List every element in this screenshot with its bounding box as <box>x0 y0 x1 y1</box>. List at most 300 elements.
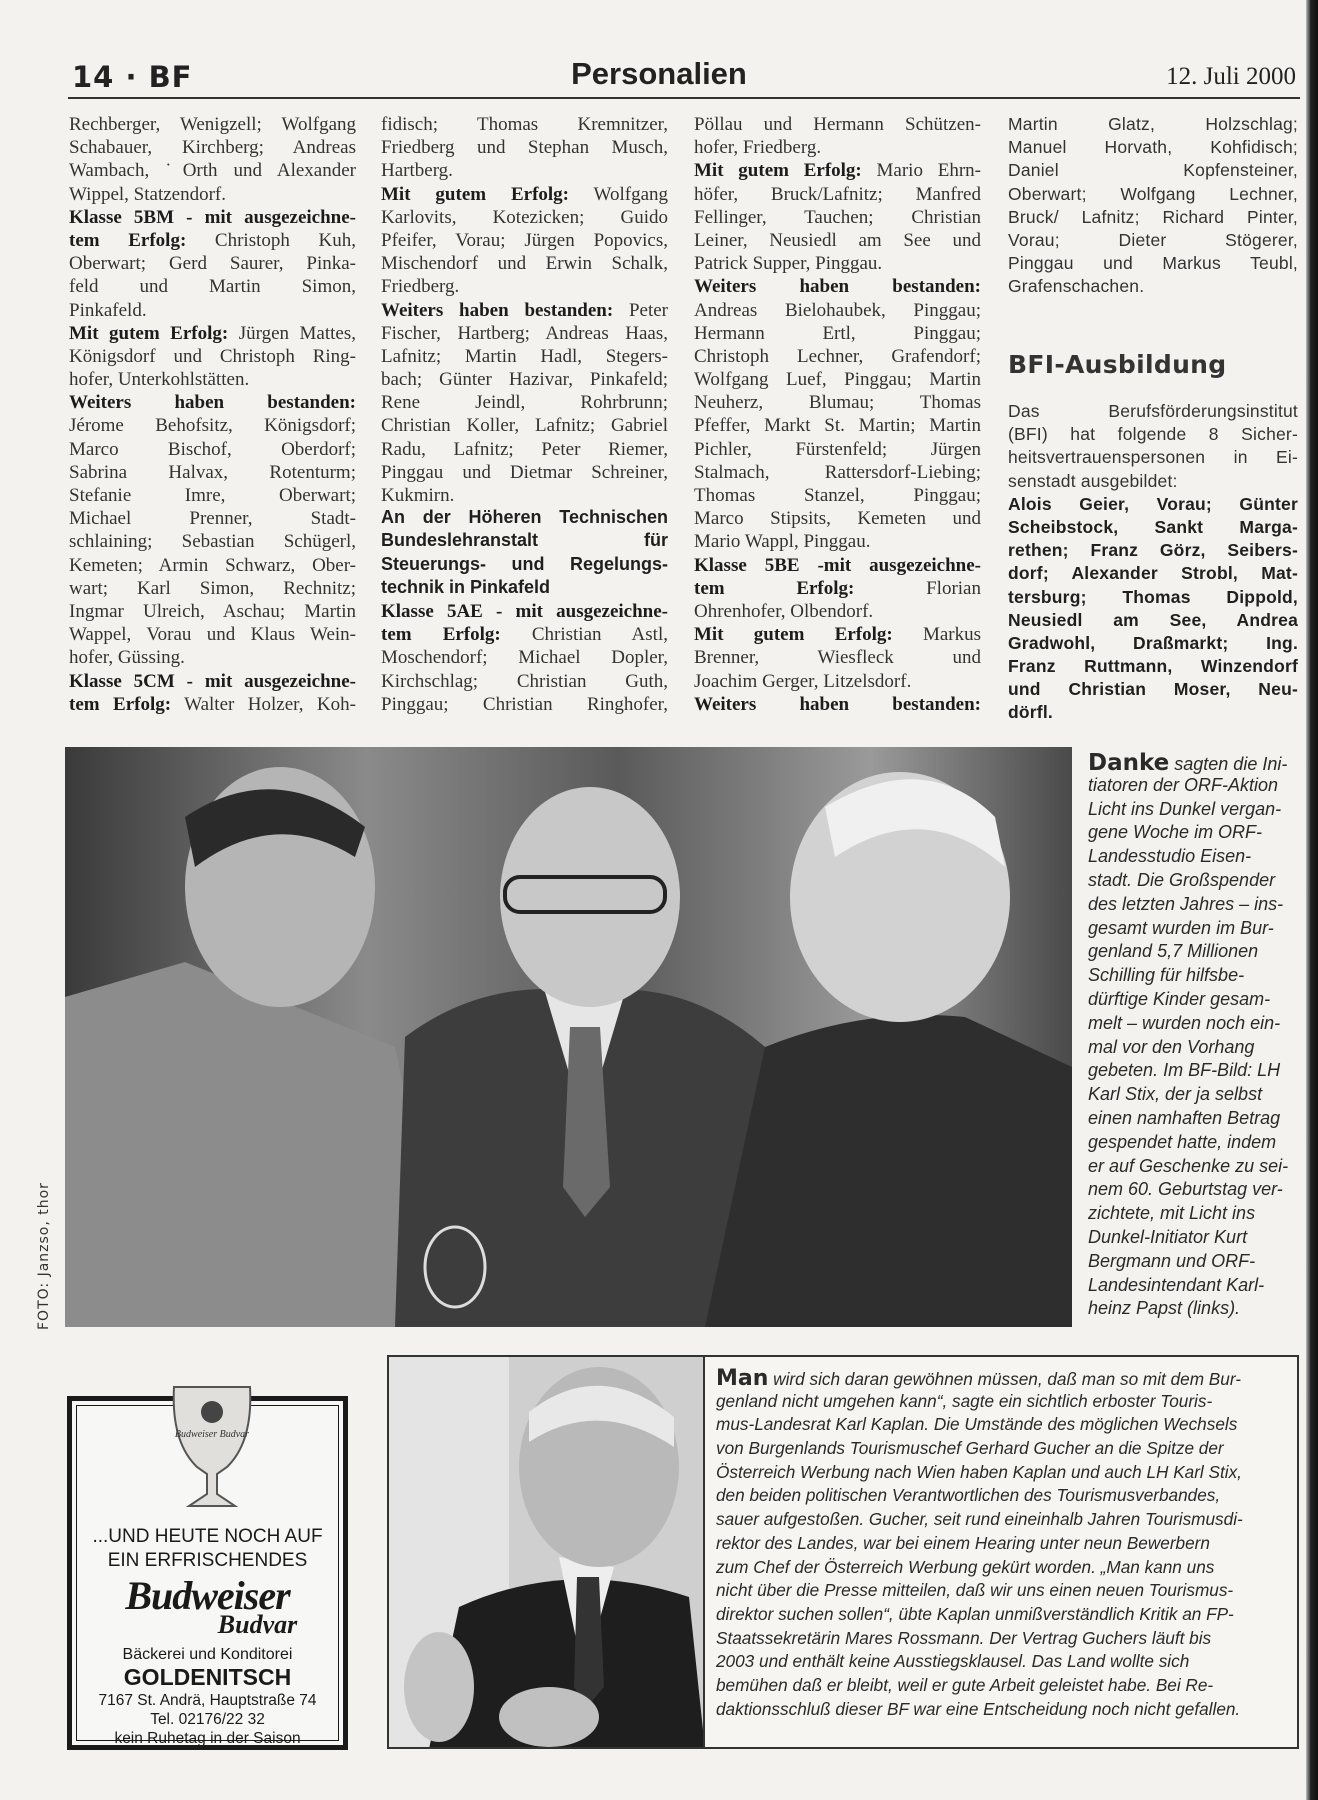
body-text: Pinggau und Dietmar Schreiner, <box>381 461 668 483</box>
page-binding-edge <box>1306 0 1318 1800</box>
text-line <box>69 693 356 716</box>
text-line <box>69 299 356 322</box>
text-line <box>1088 1274 1300 1298</box>
body-text: Kemeten; Armin Schwarz, Ober- <box>69 554 356 576</box>
ad-business-name: GOLDENITSCH <box>123 1664 292 1690</box>
body-text: heinz Papst (links). <box>1088 1298 1241 1319</box>
body-text: Karlovits, Kotezicken; Guido <box>381 206 668 228</box>
body-text: Grafenschachen. <box>1008 276 1145 297</box>
body-text: Friedberg und Stephan Musch, <box>381 137 668 159</box>
body-text: gespendet hatte, indem <box>1088 1131 1277 1152</box>
text-line <box>69 368 356 391</box>
bold-lead-text: rethen; Franz Görz, Seibers- <box>1008 540 1298 561</box>
text-line <box>381 530 668 553</box>
body-text: Österreich Werbung nach Wien haben Kaplan und auch LH Karl Stix, <box>716 1461 1242 1482</box>
body-text: Landesintendant Karl- <box>1088 1274 1265 1295</box>
body-text: Bruck/ Lafnitz; Richard Pinter, <box>1008 206 1298 227</box>
text-line <box>1088 845 1300 869</box>
text-line <box>716 1603 1296 1627</box>
body-text: Königsdorf und Christoph Ring- <box>69 345 356 367</box>
text-line <box>694 461 981 484</box>
text-line <box>69 484 356 507</box>
body-text: Pfeifer, Vorau; Jürgen Popovics, <box>381 229 668 251</box>
body-text: Bergmann und ORF- <box>1088 1250 1256 1271</box>
text-line <box>716 1484 1296 1508</box>
body-text: Florian <box>854 577 981 599</box>
text-line <box>1008 632 1298 655</box>
bold-lead-text: tersburg; Thomas Dippold, <box>1008 586 1298 607</box>
text-line <box>69 554 356 577</box>
body-text: daktionsschluß dieser BF war eine Entscheidung noch nicht gefallen. <box>716 1698 1241 1719</box>
text-line <box>69 600 356 623</box>
body-text: Peter <box>613 299 668 321</box>
body-text: Pinggau und Markus Teubl, <box>1008 253 1298 274</box>
text-line <box>716 1366 1296 1390</box>
text-line <box>69 414 356 437</box>
body-text: rektor des Landes, war bei einem Hearing unter neun Bewerbern <box>716 1532 1210 1553</box>
body-text: 2003 und enthält keine Ausstiegsklausel. Das Land wollte sich <box>716 1651 1190 1672</box>
text-line <box>716 1698 1296 1722</box>
body-text: einen namhaften Betrag <box>1088 1107 1281 1128</box>
text-line <box>69 507 356 530</box>
body-text: Rene Jeindl, Rohrbrunn; <box>381 392 668 414</box>
text-line <box>716 1413 1296 1437</box>
body-text: Oberwart; Gerd Saurer, Pinka- <box>69 253 356 275</box>
text-line <box>1088 1107 1300 1131</box>
text-line <box>69 438 356 461</box>
text-line <box>694 646 981 669</box>
body-text: Martin Glatz, Holzschlag; <box>1008 114 1298 134</box>
text-line <box>716 1579 1296 1603</box>
bold-lead-text: tem Erfolg: <box>69 693 172 715</box>
body-text: genland nicht umgehen kann“, sagte ein sichtlich erboster Touris- <box>716 1390 1213 1411</box>
body-text: Manuel Horvath, Kohfidisch; <box>1008 137 1298 158</box>
subheading-text: Bundeslehranstalt für <box>381 530 668 551</box>
body-text: Rechberger, Wenigzell; Wolfgang <box>69 114 356 135</box>
text-line <box>1088 774 1300 798</box>
bfi-heading: BFI-Ausbildung <box>1008 350 1227 379</box>
text-line <box>381 159 668 182</box>
bold-lead-text: Mit gutem Erfolg: <box>381 183 570 205</box>
text-line <box>1088 1202 1300 1226</box>
text-line <box>1008 252 1298 275</box>
text-line <box>69 391 356 414</box>
body-text: Wolfgang <box>569 183 669 205</box>
body-text: Karl Stix, der ja selbst <box>1088 1084 1263 1105</box>
text-line <box>69 159 356 182</box>
text-line <box>69 322 356 345</box>
body-text: melt – wurden noch ein- <box>1088 1012 1281 1033</box>
text-line <box>381 577 668 600</box>
body-text: Wippel, Statzendorf. <box>69 183 226 205</box>
body-text: Christoph Lechner, Grafendorf; <box>694 345 981 367</box>
text-line <box>1088 1178 1300 1202</box>
body-text: Dunkel-Initiator Kurt <box>1088 1226 1248 1247</box>
bold-lead-text: dörfl. <box>1008 702 1053 723</box>
text-line <box>69 113 356 136</box>
text-line <box>694 136 981 159</box>
body-text: Moschendorf; Michael Dopler, <box>381 647 668 669</box>
text-line <box>694 414 981 437</box>
body-text: Schabauer, Kirchberg; Andreas <box>69 137 356 159</box>
text-line <box>381 507 668 530</box>
body-text: senstadt ausgebildet: <box>1008 470 1178 491</box>
bold-lead-text: tem Erfolg: <box>694 577 855 599</box>
text-line <box>381 113 668 136</box>
photo-image <box>65 747 1072 1327</box>
text-line <box>1008 609 1298 632</box>
text-line <box>1088 1297 1300 1321</box>
text-line <box>1088 1036 1300 1060</box>
bold-lead-text: Neusiedl am See, Andrea <box>1008 609 1298 630</box>
body-text: Wambach, ˙Orth und Alexander <box>69 160 356 182</box>
body-text: Christoph Kuh, <box>186 229 356 251</box>
text-line <box>716 1627 1296 1651</box>
text-line <box>1008 136 1298 159</box>
text-line <box>1088 964 1300 988</box>
bold-lead-text: Mit gutem Erfolg: <box>69 322 229 344</box>
body-text: Patrick Supper, Pinggau. <box>694 253 883 275</box>
text-line <box>1008 470 1298 493</box>
text-line <box>1088 750 1300 774</box>
photo-caption-danke <box>1088 750 1300 1321</box>
text-line <box>1008 159 1298 182</box>
body-text: heitsvertrauenspersonen in Ei- <box>1008 447 1298 468</box>
body-text: Kukmirn. <box>381 485 455 506</box>
body-text: Landesstudio Eisen- <box>1088 846 1252 867</box>
ad-note: kein Ruhetag in der Saison <box>114 1730 301 1747</box>
text-line <box>694 206 981 229</box>
bold-lead-text: Weiters haben bestanden: <box>694 693 981 715</box>
bold-lead-text: Klasse 5CM - mit ausgezeichne- <box>69 670 356 692</box>
bold-lead-text: Weiters haben bestanden: <box>381 299 614 321</box>
body-text: Fellinger, Tauchen; Christian <box>694 206 981 228</box>
body-text: schlaining; Sebastian Schügerl, <box>69 531 356 553</box>
text-line <box>694 368 981 391</box>
bold-lead-text: Scheibstock, Sankt Marga- <box>1008 516 1298 537</box>
body-text: gene Woche im ORF- <box>1088 822 1263 843</box>
body-text: sauer aufgestoßen. Gucher, seit rund eineinhalb Jahren Tourismusdi- <box>716 1509 1243 1530</box>
body-text: Mario Wappl, Pinggau. <box>694 531 871 553</box>
body-text: bemühen daß er bleibt, weil er gute Arbeit geleistet habe. Bei Re- <box>716 1674 1214 1695</box>
glass-label: Budweiser Budvar <box>174 1429 250 1440</box>
bold-lead-text: Klasse 5BM - mit ausgezeichne- <box>69 206 356 228</box>
body-text: nem 60. Geburtstag ver- <box>1088 1179 1283 1200</box>
text-line <box>694 530 981 553</box>
text-line <box>1008 586 1298 609</box>
text-line <box>1008 183 1298 206</box>
text-line <box>381 229 668 252</box>
text-line <box>381 299 668 322</box>
text-line <box>69 670 356 693</box>
text-line <box>381 484 668 507</box>
bold-lead-text: Man <box>716 1366 769 1391</box>
subheading-text: Steuerungs- und Regelungs- <box>381 553 668 574</box>
text-line <box>694 693 981 716</box>
ad-brand-sub: Budvar <box>217 1610 298 1639</box>
body-text: Neuherz, Blumau; Thomas <box>694 392 981 414</box>
body-text: zichtete, mit Licht ins <box>1088 1203 1256 1224</box>
body-text: zum Chef der Österreich Werbung gekürt worden. „Man kann uns <box>716 1556 1215 1577</box>
text-line <box>716 1461 1296 1485</box>
bold-lead-text: Klasse 5AE - mit ausgezeichne- <box>381 600 668 622</box>
bold-lead-text: und Christian Moser, Neu- <box>1008 679 1298 700</box>
body-text: Andreas Bielohaubek, Pinggau; <box>694 299 981 321</box>
text-line <box>1008 206 1298 229</box>
text-line <box>1008 275 1298 298</box>
body-text: Pfeffer, Markt St. Martin; Martin <box>694 415 981 437</box>
ad-slogan-1: ...UND HEUTE NOCH AUF <box>92 1526 323 1547</box>
text-line <box>1088 1155 1300 1179</box>
text-line <box>1088 1250 1300 1274</box>
text-column-2 <box>381 113 668 716</box>
subheading-text: technik in Pinkafeld <box>381 576 551 597</box>
body-text: stadt. Die Großspender <box>1088 869 1276 890</box>
bold-lead-text: Alois Geier, Vorau; Günter <box>1008 493 1298 514</box>
text-line <box>694 507 981 530</box>
body-text: Kirchschlag; Christian Guth, <box>381 670 668 692</box>
body-text: bach; Günter Hazivar, Pinkafeld; <box>381 369 668 391</box>
body-text: wart; Karl Simon, Rechnitz; <box>69 577 356 599</box>
text-line <box>381 368 668 391</box>
text-line <box>694 484 981 507</box>
body-text: Ingmar Ulreich, Aschau; Martin <box>69 600 356 622</box>
text-line <box>381 183 668 206</box>
text-line <box>381 438 668 461</box>
text-line <box>1088 1131 1300 1155</box>
bold-lead-text: tem Erfolg: <box>69 229 187 251</box>
text-line <box>1008 678 1298 701</box>
text-line <box>69 345 356 368</box>
text-line <box>69 229 356 252</box>
body-text: genland 5,7 Millionen <box>1088 941 1259 962</box>
body-text: feld und Martin Simon, <box>69 276 356 298</box>
body-text: Daniel Kopfensteiner, <box>1008 160 1298 181</box>
text-line <box>69 646 356 669</box>
ad-business-type: Bäckerei und Konditorei <box>122 1646 293 1663</box>
body-text: Mischendorf und Erwin Schalk, <box>381 253 668 275</box>
body-text: Michael Prenner, Stadt- <box>69 508 356 530</box>
text-line <box>1088 869 1300 893</box>
body-text: Stalmach, Rattersdorf-Liebing; <box>694 461 981 483</box>
body-text: Pinkafeld. <box>69 299 147 321</box>
text-line <box>1008 423 1298 446</box>
body-text: Marco Bischof, Oberdorf; <box>69 438 356 460</box>
text-line <box>1008 655 1298 678</box>
body-text: Thomas Stanzel, Pinggau; <box>694 485 981 506</box>
text-line <box>1008 701 1298 724</box>
text-line <box>716 1650 1296 1674</box>
text-line <box>69 530 356 553</box>
text-column-3 <box>694 113 981 716</box>
body-text: Joachim Gerger, Litzelsdorf. <box>694 670 912 692</box>
text-line <box>694 577 981 600</box>
text-line <box>694 299 981 322</box>
ad-brand-logo: Budweiser <box>125 1573 290 1618</box>
body-text: direktor suchen sollen“, übte Kaplan unmißverständlich Kritik an FP- <box>716 1603 1234 1624</box>
text-line <box>1008 539 1298 562</box>
text-line <box>1088 1226 1300 1250</box>
text-line <box>381 391 668 414</box>
body-text: Ohrenhofer, Olbendorf. <box>694 600 874 622</box>
bold-lead-text: dorf; Alexander Strobl, Mat- <box>1008 563 1298 584</box>
body-text: des letzten Jahres – ins- <box>1088 893 1284 914</box>
text-line <box>694 438 981 461</box>
text-line <box>694 275 981 298</box>
text-line <box>716 1390 1296 1414</box>
text-line <box>1088 917 1300 941</box>
text-line <box>694 183 981 206</box>
text-line <box>716 1674 1296 1698</box>
photo-credit: FOTO: Janzso, thor <box>36 1182 52 1330</box>
text-line <box>1088 798 1300 822</box>
section-title: Personalien <box>571 56 747 91</box>
body-text: Pinggau; Christian Ringhofer, <box>381 693 668 715</box>
text-line <box>381 646 668 669</box>
text-line <box>694 229 981 252</box>
bold-lead-text: Mit gutem Erfolg: <box>694 160 862 182</box>
text-line <box>381 136 668 159</box>
body-text: Jérome Behofsitz, Königsdorf; <box>69 415 356 437</box>
text-line <box>1088 940 1300 964</box>
text-line <box>69 461 356 484</box>
text-line <box>381 461 668 484</box>
text-line <box>1008 400 1298 423</box>
body-text: Vorau; Dieter Stögerer, <box>1008 229 1298 250</box>
body-text: dürftige Kinder gesam- <box>1088 988 1271 1009</box>
body-text: Hermann Ertl, Pinggau; <box>694 322 981 344</box>
text-line <box>69 206 356 229</box>
issue-date: 12. Juli 2000 <box>1166 63 1296 90</box>
body-text: Hartberg. <box>381 160 453 182</box>
bold-lead-text: Weiters haben bestanden: <box>69 392 356 414</box>
bold-lead-text: Klasse 5BE -mit ausgezeichne- <box>694 554 981 576</box>
body-text: Wolfgang Luef, Pinggau; Martin <box>694 369 981 391</box>
text-line <box>381 322 668 345</box>
ad-address: 7167 St. Andrä, Hauptstraße 74 <box>98 1692 317 1709</box>
text-line <box>69 275 356 298</box>
body-text: Oberwart; Wolfgang Lechner, <box>1008 183 1298 204</box>
text-line <box>381 345 668 368</box>
text-line <box>694 113 981 136</box>
text-line <box>716 1556 1296 1580</box>
text-line <box>694 159 981 182</box>
text-line <box>716 1437 1296 1461</box>
text-line <box>716 1508 1296 1532</box>
text-column-1 <box>69 113 356 716</box>
text-line <box>1008 446 1298 469</box>
text-line <box>69 183 356 206</box>
text-line <box>694 391 981 414</box>
bold-lead-text: Franz Ruttmann, Winzendorf <box>1008 656 1298 677</box>
body-text: mal vor den Vorhang <box>1088 1036 1255 1057</box>
body-text: Das Berufsförderungsinstitut <box>1008 401 1298 421</box>
body-text: Friedberg. <box>381 276 460 298</box>
body-text: Wappel, Vorau und Klaus Wein- <box>69 624 356 646</box>
photo-karl-kaplan <box>387 1355 705 1749</box>
text-line <box>694 670 981 693</box>
bold-lead-text: Danke <box>1088 750 1170 776</box>
bold-lead-text: Gradwohl, Draßmarkt; Ing. <box>1008 632 1298 653</box>
body-text: sagten die Ini- <box>1169 754 1288 774</box>
text-line <box>1008 516 1298 539</box>
text-line <box>381 554 668 577</box>
body-text: höfer, Bruck/Lafnitz; Manfred <box>694 183 981 205</box>
body-text: hofer, Unterkohlstätten. <box>69 369 250 391</box>
body-text: mus-Landesrat Karl Kaplan. Die Umstände des möglichen Wechsels <box>716 1414 1238 1435</box>
photo-image <box>389 1357 705 1749</box>
text-line <box>694 322 981 345</box>
text-line <box>1008 229 1298 252</box>
body-text: Licht ins Dunkel vergan- <box>1088 798 1282 819</box>
text-line <box>1088 1012 1300 1036</box>
ad-phone: Tel. 02176/22 32 <box>150 1711 265 1728</box>
body-text: Leiner, Neusiedl am See und <box>694 229 981 251</box>
body-text: nicht über die Presse mitteilen, daß wir uns einen neuen Tourismus- <box>716 1580 1234 1601</box>
body-text: Pöllau und Hermann Schützen- <box>694 114 981 135</box>
bold-lead-text: Weiters haben bestanden: <box>694 276 981 298</box>
text-line <box>69 577 356 600</box>
body-text: von Burgenlands Tourismuschef Gerhard Gucher an die Spitze der <box>716 1438 1224 1459</box>
body-text: Walter Holzer, Koh- <box>171 693 356 715</box>
text-line <box>716 1532 1296 1556</box>
header-rule <box>68 97 1300 99</box>
subheading-text: An der Höheren Technischen <box>381 507 668 528</box>
text-line <box>1008 493 1298 516</box>
text-column-4 <box>1008 113 1298 299</box>
bold-lead-text: Mit gutem Erfolg: <box>694 624 893 646</box>
body-text: (BFI) hat folgende 8 Sicher- <box>1008 424 1298 445</box>
body-text: Mario Ehrn- <box>861 160 981 182</box>
text-line <box>1008 113 1298 136</box>
bfi-article <box>1008 400 1298 725</box>
text-line <box>694 554 981 577</box>
text-line <box>1088 893 1300 917</box>
text-line <box>1088 1059 1300 1083</box>
body-text: gebeten. Im BF-Bild: LH <box>1088 1060 1281 1081</box>
text-line <box>381 252 668 275</box>
body-text: wird sich daran gewöhnen müssen, daß man so mit dem Bur- <box>768 1369 1241 1389</box>
photo-three-men <box>65 747 1072 1327</box>
body-text: gesamt wurden im Bur- <box>1088 917 1274 938</box>
body-text: hofer, Güssing. <box>69 647 185 669</box>
text-line <box>381 670 668 693</box>
text-line <box>381 693 668 716</box>
text-line <box>381 600 668 623</box>
text-line <box>381 206 668 229</box>
bold-lead-text: tem Erfolg: <box>381 624 501 646</box>
body-text: Markus <box>892 624 981 646</box>
beer-glass-icon <box>169 1382 255 1512</box>
text-line <box>694 252 981 275</box>
text-line <box>1088 1083 1300 1107</box>
body-text: Christian Astl, <box>500 624 668 646</box>
body-text: Fischer, Hartberg; Andreas Haas, <box>381 322 668 344</box>
text-line <box>69 136 356 159</box>
text-line <box>694 600 981 623</box>
text-line <box>69 252 356 275</box>
body-text: Stefanie Imre, Oberwart; <box>69 485 356 506</box>
body-text: tiatoren der ORF-Aktion <box>1088 774 1279 795</box>
text-line <box>694 345 981 368</box>
body-text: den beiden politischen Verantwortlichen des Tourismusverbandes, <box>716 1485 1221 1506</box>
body-text: Christian Koller, Lafnitz; Gabriel <box>381 415 668 437</box>
text-line <box>69 623 356 646</box>
text-line <box>381 623 668 646</box>
body-text: Sabrina Halvax, Rotenturm; <box>69 461 356 483</box>
body-text: Staatssekretärin Mares Rossmann. Der Vertrag Guchers läuft bis <box>716 1627 1212 1648</box>
body-text: Marco Stipsits, Kemeten und <box>694 508 981 530</box>
